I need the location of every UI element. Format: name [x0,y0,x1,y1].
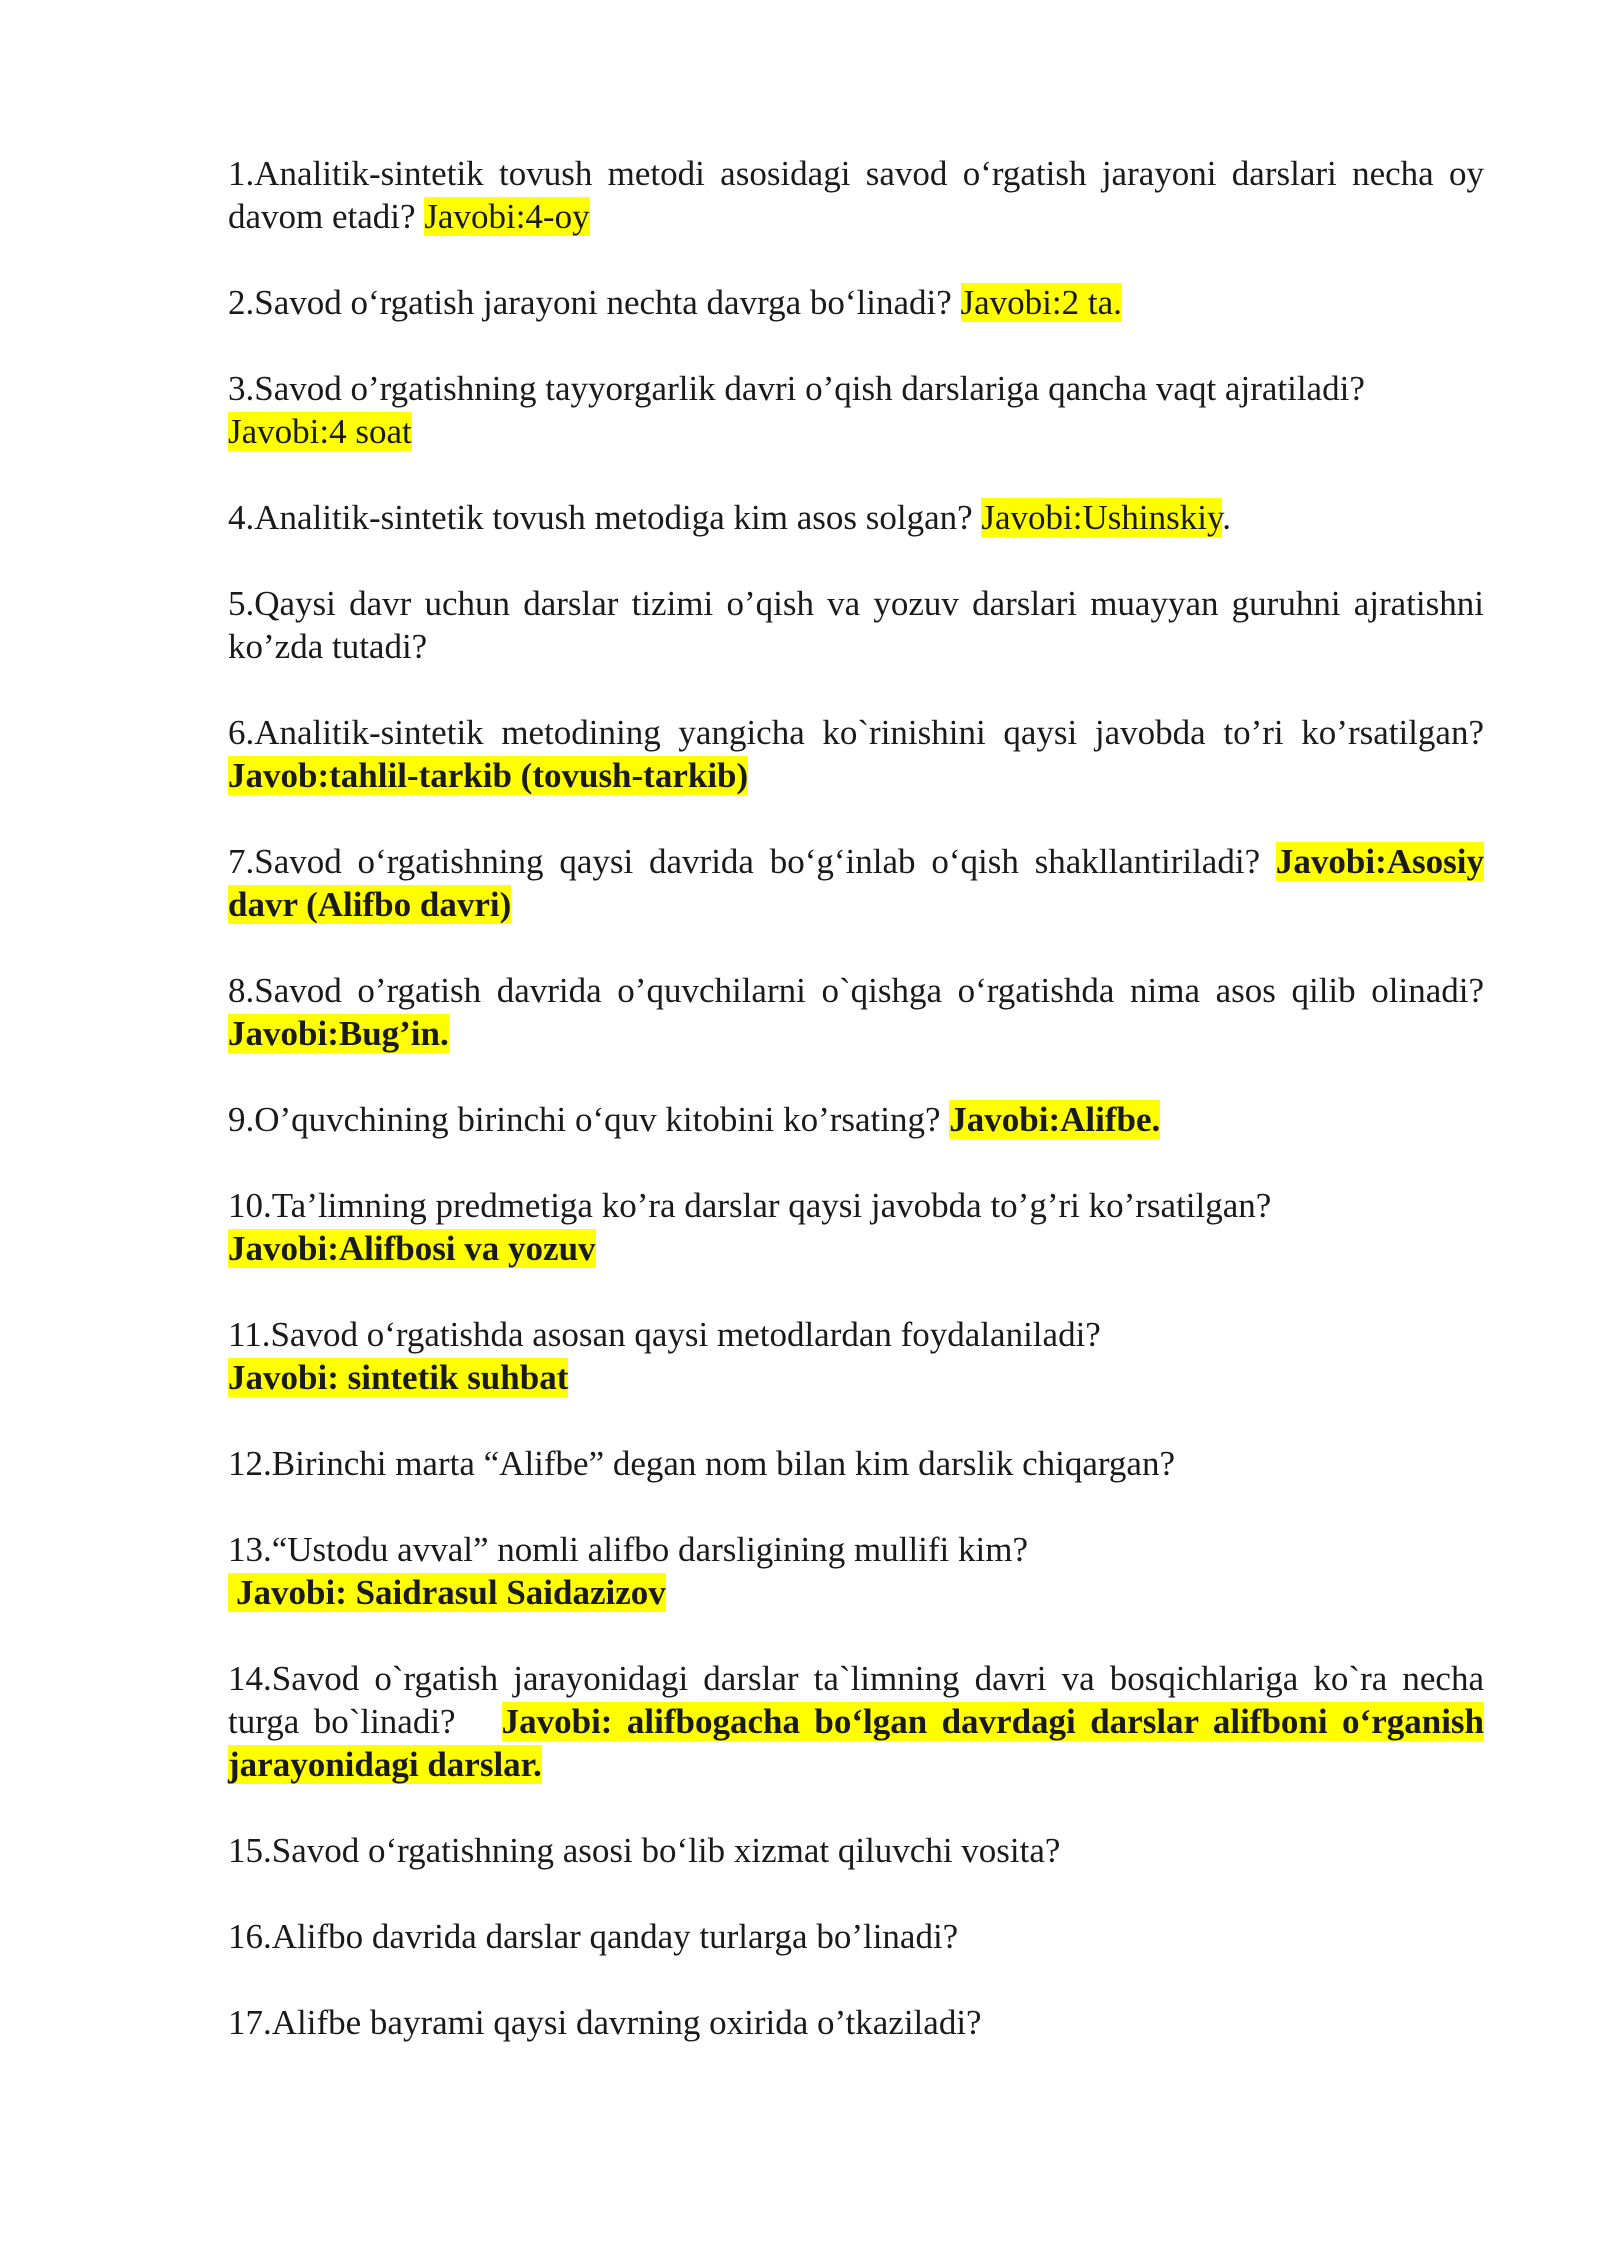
question-text: 11.Savod o‘rgatishda asosan qaysi metodlardan foydalaniladi? [228,1315,1101,1354]
question-text: 7.Savod o‘rgatishning qaysi davrida bo‘g‘inlab o‘qish shakllantiriladi? [228,842,1276,881]
question-6 [228,711,1484,797]
answer-highlight: Javobi:4-oy [424,197,590,236]
question-text: 4.Analitik-sintetik tovush metodiga kim asos solgan? [228,498,982,537]
question-3 [228,367,1484,453]
question-9 [228,1098,1484,1141]
answer-highlight: Javobi:4 soat [228,412,412,451]
answer-highlight: Javobi:Alifbosi va yozuv [228,1229,596,1268]
question-16 [228,1915,1484,1958]
question-text: 2.Savod o‘rgatish jarayoni nechta davrga bo‘linadi? [228,283,961,322]
question-text: 16.Alifbo davrida darslar qanday turlarga bo’linadi? [228,1917,959,1956]
answer-highlight: Javobi: alifbogacha bo‘lgan davrdagi darslar alifboni o‘rganish jarayonidagi darslar. [228,1702,1484,1784]
question-12 [228,1442,1484,1485]
question-text: 10.Ta’limning predmetiga ko’ra darslar qaysi javobda to’g’ri ko’rsatilgan? [228,1186,1272,1225]
answer-highlight: Javobi:Bug’in. [228,1014,449,1053]
answer-highlight: Javobi:Alifbe. [949,1100,1161,1139]
question-10 [228,1184,1484,1270]
question-15 [228,1829,1484,1872]
question-2 [228,281,1484,324]
question-text: 9.O’quvchining birinchi o‘quv kitobini ko’rsating? [228,1100,950,1139]
question-text: 6.Analitik-sintetik metodining yangicha ko`rinishini qaysi javobda to’ri ko’rsatilgan? [228,713,1484,752]
answer-highlight: Javobi:Ushinskiy [981,498,1223,537]
question-8 [228,969,1484,1055]
question-text: 1.Analitik-sintetik tovush metodi asosidagi savod o‘rgatish jarayoni darslari necha oy davom etadi? [228,154,1484,236]
answer-suffix: . [1222,498,1231,537]
question-11 [228,1313,1484,1399]
question-5 [228,582,1484,668]
answer-highlight: Javobi:2 ta. [960,283,1122,322]
answer-highlight: Javob:tahlil-tarkib (tovush-tarkib) [228,756,749,795]
question-text: 8.Savod o’rgatish davrida o’quvchilarni o`qishga o‘rgatishda nima asos qilib olinadi? [228,971,1484,1010]
question-text: 17.Alifbe bayrami qaysi davrning oxirida o’tkaziladi? [228,2003,982,2042]
question-text: 14.Savod o`rgatish jarayonidagi darslar ta`limning davri va bosqichlariga ko`ra necha turga bo`linadi? [228,1659,1484,1741]
answer-highlight: Javobi: Saidrasul Saidazizov [228,1573,666,1612]
question-text: 5.Qaysi davr uchun darslar tizimi o’qish va yozuv darslari muayyan guruhni ajratishni ko’zda tutadi? [228,584,1484,666]
question-14 [228,1657,1484,1786]
question-17 [228,2001,1484,2044]
question-13 [228,1528,1484,1614]
question-text: 15.Savod o‘rgatishning asosi bo‘lib xizmat qiluvchi vosita? [228,1831,1061,1870]
question-text: 13.“Ustodu avval” nomli alifbo darsligining mullifi kim? [228,1530,1029,1569]
question-4 [228,496,1484,539]
question-7 [228,840,1484,926]
question-1 [228,152,1484,238]
question-text: 12.Birinchi marta “Alifbe” degan nom bilan kim darslik chiqargan? [228,1444,1175,1483]
answer-highlight: Javobi:Asosiy davr (Alifbo davri) [228,842,1484,924]
question-text: 3.Savod o’rgatishning tayyorgarlik davri o’qish darslariga qancha vaqt ajratiladi? [228,369,1365,408]
answer-highlight: Javobi: sintetik suhbat [228,1358,569,1397]
